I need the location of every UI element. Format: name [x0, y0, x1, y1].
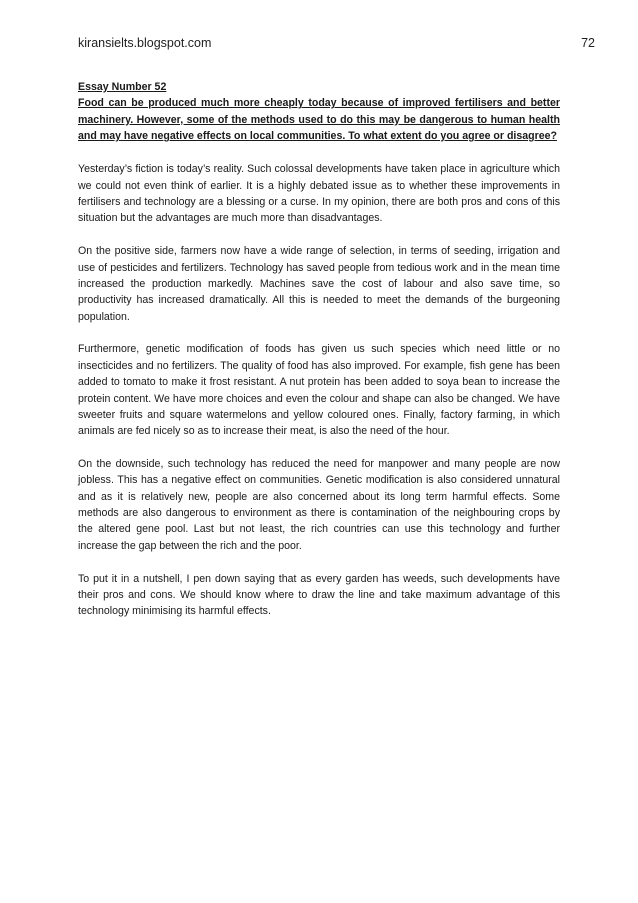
site-url: kiransielts.blogspot.com — [78, 36, 212, 50]
essay-paragraph-conclusion: To put it in a nutshell, I pen down saying that as every garden has weeds, such developments have their pros and cons. We should know where to draw the line and take maximum advantage of this technology minimising its harmful effects. — [78, 572, 560, 618]
essay-paragraph-furthermore: Furthermore, genetic modification of foods has given us such species which need little or no insecticides and no fertilizers. The quality of food has also improved. For example, fish gene has been added to tomato to make it frost resistant. A nut protein has been added to soya bean to increase the protein content. We have more choices and even the colour and shape can also be changed. We have sweeter fruits and square watermelons and yellow coloured ones. Finally, factory farming, in which animals are fed nicely so as to increase their meat, is also the need of the hour. — [78, 343, 560, 438]
essay-body — [78, 79, 560, 636]
essay-heading — [78, 79, 560, 144]
essay-paragraph-positive: On the positive side, farmers now have a wide range of selection, in terms of seeding, irrigation and use of pesticides and fertilizers. Technology has saved people from tedious work and in the mean time increased the production markedly. Machines save the cost of labour and also save time, so productivity has increased dramatically. All this is needed to meet the demands of the burgeoning population. — [78, 245, 560, 323]
essay-paragraph-intro: Yesterday’s fiction is today’s reality. Such colossal developments have taken place in agriculture which we could not even think of earlier. It is a highly debated issue as to whether these improvements in fertilisers and technology are a blessing or a curse. In my opinion, there are both pros and cons of this situation but the advantages are much more than disadvantages. — [78, 163, 560, 225]
page-number: 72 — [581, 36, 595, 50]
essay-number-label: Essay Number 52 — [78, 81, 167, 93]
page-header — [78, 36, 598, 54]
essay-question: Food can be produced much more cheaply today because of improved fertilisers and better machinery. However, some of the methods used to do this may be dangerous to human health and may have negative effects on local communities. To what extent do you agree or disagree? — [78, 97, 560, 143]
essay-paragraph-downside: On the downside, such technology has reduced the need for manpower and many people are now jobless. This has a negative effect on communities. Genetic modification is also considered unnatural and as it is relatively new, people are also concerned about its long term harmful effects. Some methods are also dangerous to environment as there is contamination of the neighbouring crops by the altered gene pool. Last but not least, the rich countries can use this technology and further increase the gap between the rich and the poor. — [78, 458, 560, 552]
